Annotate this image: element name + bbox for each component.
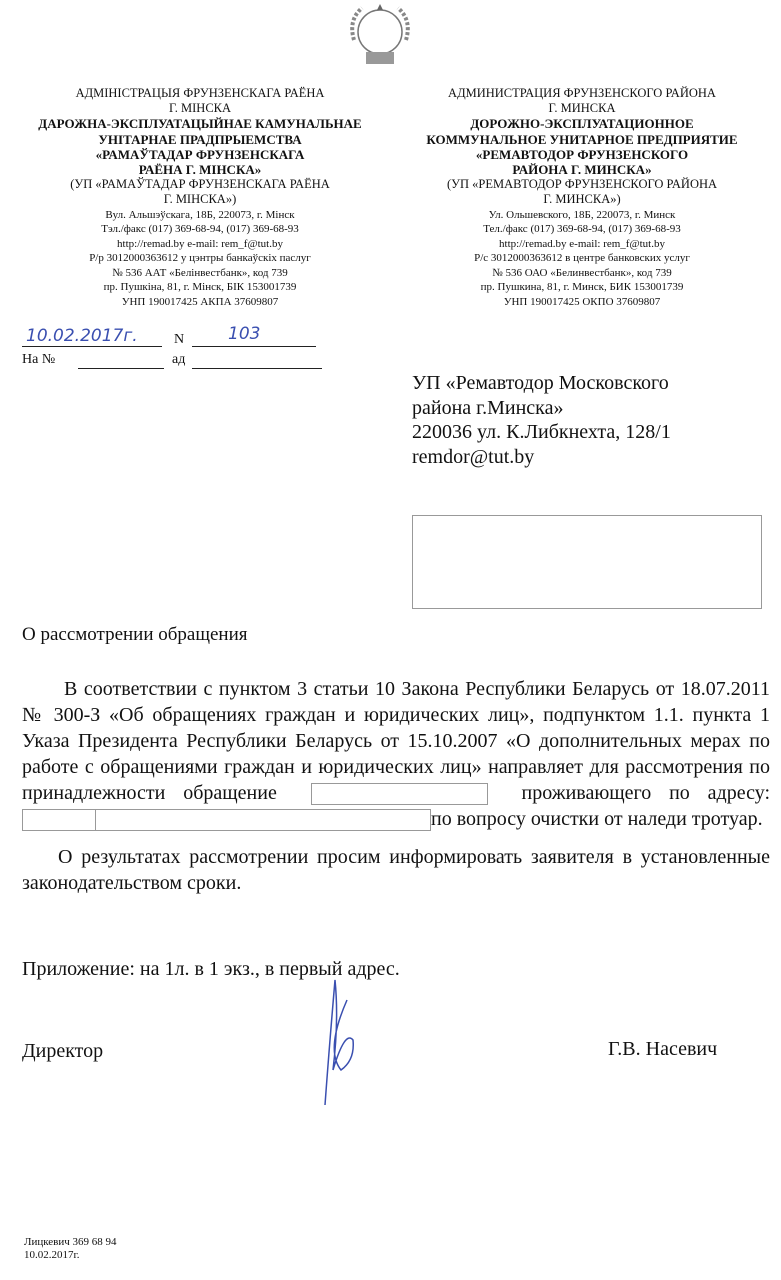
web-email: http://remad.by e-mail: rem_f@tut.by <box>117 237 283 250</box>
bank-address: пр. Пушкина, 81, г. Минск, БИК 153001739 <box>480 281 684 294</box>
state-emblem-icon <box>340 0 420 70</box>
number-label: N <box>174 332 185 347</box>
recipient-address: 220036 ул. К.Либкнехта, 128/1 <box>412 421 671 443</box>
reference-line <box>78 368 164 369</box>
org-name: ДОРОЖНО-ЭКСПЛУАТАЦИОННОЕ <box>470 116 694 132</box>
org-short-name: (УП «РЕМАВТОДОР ФРУНЗЕНСКОГО РАЙОНА <box>446 177 718 192</box>
tax-ids: УНП 190017425 ОКПО 37609807 <box>503 295 661 308</box>
redacted-box <box>412 515 762 609</box>
redacted-name <box>311 783 488 805</box>
org-name: РАЙОНА Г. МИНСКА» <box>512 162 652 178</box>
org-name: «РЕМАВТОДОР ФРУНЗЕНСКОГО <box>475 146 689 162</box>
reference-date-line <box>192 368 322 369</box>
body-text: по вопросу очистки от наледи тротуар. <box>431 808 763 830</box>
header-left-belarusian <box>5 86 395 309</box>
handwritten-number: 103 <box>228 324 261 344</box>
address: Ул. Ольшевского, 18Б, 220073, г. Минск <box>488 208 676 221</box>
org-name: УНІТАРНАЕ ПРАДПРЫЕМСТВА <box>98 131 302 147</box>
signer-name: Г.В. Насевич <box>608 1038 718 1060</box>
org-name: РАЁНА Г. МІНСКА» <box>138 162 262 178</box>
org-name: КОММУНАЛЬНОЕ УНИТАРНОЕ ПРЕДПРИЯТИЕ <box>426 131 738 147</box>
phone: Тэл./факс (017) 369-68-94, (017) 369-68-93 <box>101 223 299 236</box>
org-name: ДАРОЖНА-ЭКСПЛУАТАЦЫЙНАЕ КАМУНАЛЬНАЕ <box>38 116 362 132</box>
recipient-email: remdor@tut.by <box>412 445 535 468</box>
address: Вул. Альшэўскага, 18Б, 220073, г. Мінск <box>105 208 295 221</box>
org-short-name: (УП «РАМАЎТАДАР ФРУНЗЕНСКАГА РАЁНА <box>70 177 330 192</box>
admin-city: Г. МИНСКА <box>548 101 616 116</box>
redacted-address <box>95 809 431 831</box>
recipient-block <box>412 371 671 469</box>
footer <box>24 1236 117 1262</box>
body-text: проживающего по адресу: <box>521 782 770 804</box>
date-line <box>22 346 162 347</box>
admin-name: АДМІНІСТРАЦЫЯ ФРУНЗЕНСКАГА РАЁНА <box>75 86 325 100</box>
web-email: http://remad.by e-mail: rem_f@tut.by <box>499 237 665 250</box>
body-paragraph: О результатах рассмотрении просим информировать заявителя в установленные законодательством сроки. <box>22 846 770 894</box>
bank-name: № 536 ААТ «Белінвестбанк», код 739 <box>112 266 288 279</box>
handwritten-date: 10.02.2017г. <box>26 326 138 346</box>
signer-position: Директор <box>22 1040 104 1062</box>
bank-account: Р/с 3012000363612 в центре банковских услуг <box>474 252 690 265</box>
admin-city: Г. МІНСКА <box>168 101 232 116</box>
executor-contact: Лицкевич 369 68 94 <box>24 1236 117 1248</box>
recipient-name: УП «Ремавтодор Московского <box>412 372 669 394</box>
recipient-name: района г.Минска» <box>412 396 564 419</box>
bank-name: № 536 ОАО «Белинвестбанк», код 739 <box>492 266 672 279</box>
org-short-name: Г. МІНСКА») <box>163 192 237 207</box>
phone: Тел./факс (017) 369-68-94, (017) 369-68-93 <box>483 223 681 236</box>
signature-icon <box>295 960 375 1110</box>
footer-date: 10.02.2017г. <box>24 1249 80 1261</box>
bank-address: пр. Пушкіна, 81, г. Мінск, БІК 153001739 <box>103 281 297 294</box>
body-paragraph <box>22 676 770 832</box>
attachment-note: Приложение: на 1л. в 1 экз., в первый адрес. <box>22 958 400 980</box>
body-text: В соответствии с пунктом 3 статьи 10 Закона Республики Беларусь от 18.07.2011 № 300-З «Об обращениях граждан и юридических лиц», подпунктом 1.1. пункта 1 Указа Президента Республики Беларусь от 15.10.2007 «О дополнительных мерах по работе с обращениями граждан и юридических лиц» направляет для рассмотрения по принадлежности обращение <box>22 678 770 804</box>
header-right-russian <box>392 86 772 309</box>
org-short-name: Г. МИНСКА») <box>543 192 621 207</box>
letter-subject: О рассмотрении обращения <box>22 624 248 645</box>
bank-account: Р/р 3012000363612 у цэнтры банкаўскіх паслуг <box>89 252 311 265</box>
admin-name: АДМИНИСТРАЦИЯ ФРУНЗЕНСКОГО РАЙОНА <box>448 86 716 100</box>
reference-label: На № <box>22 352 56 367</box>
number-line <box>192 346 316 347</box>
reference-date-label: ад <box>172 352 186 367</box>
tax-ids: УНП 190017425 АКПА 37609807 <box>121 295 279 308</box>
org-name: «РАМАЎТАДАР ФРУНЗЕНСКАГА <box>95 146 305 162</box>
